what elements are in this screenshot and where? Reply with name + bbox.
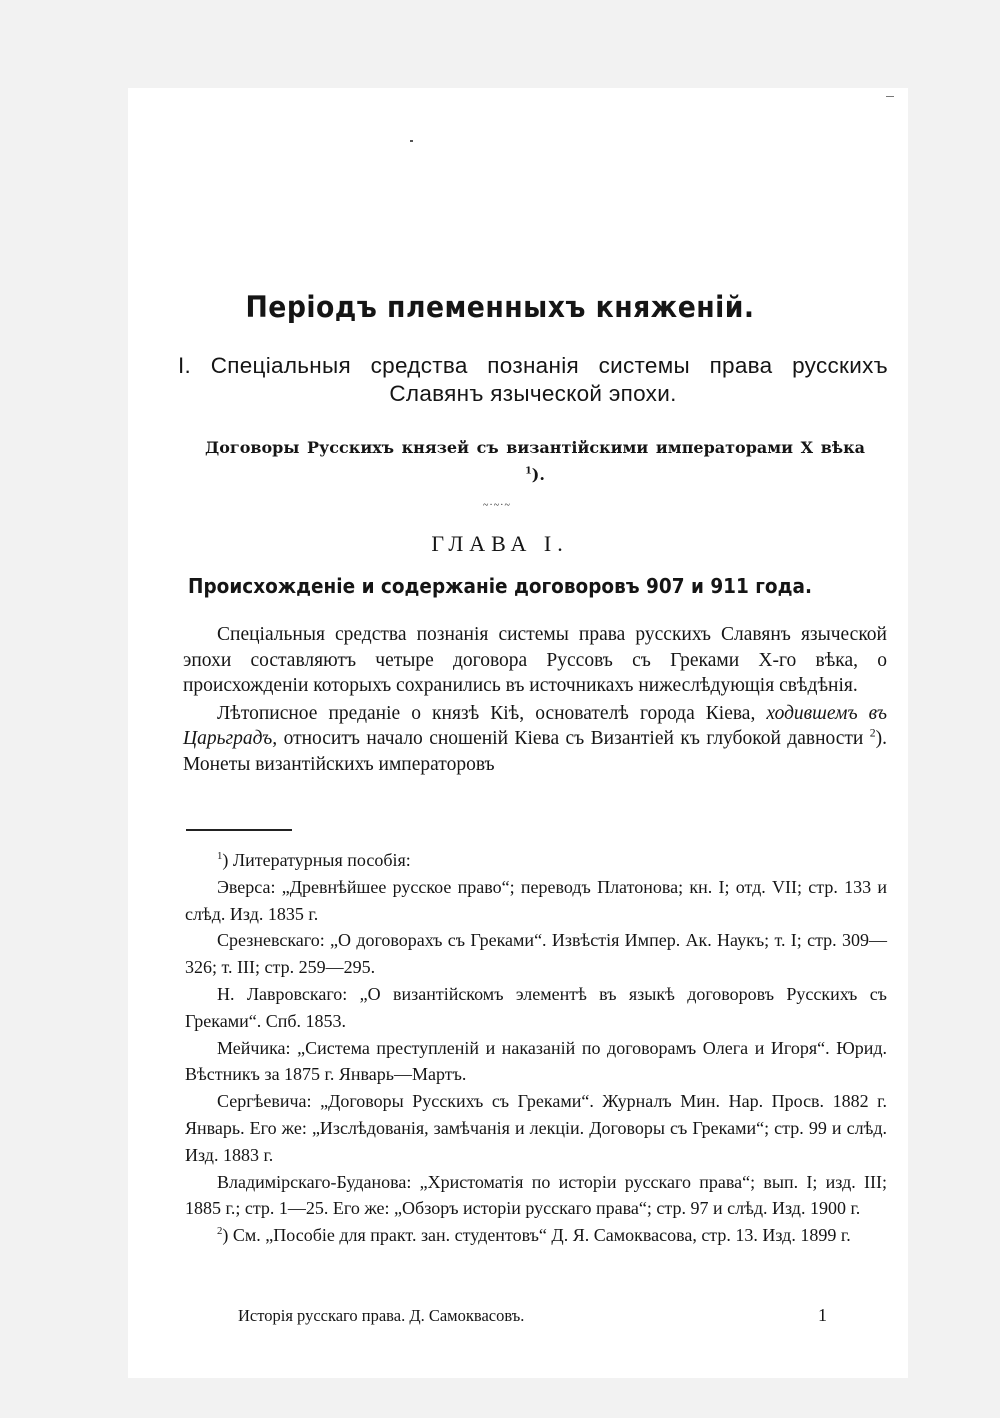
scan-speck [410,140,413,142]
treaty-heading: Договоры Русскихъ князей съ византійскими императорами X вѣка $^1$). [205,438,865,484]
footnote-2-mark: 2 [217,1225,223,1238]
section-title: Періодъ племенныхъ княженій. [245,290,755,324]
footnote-entry: Владимірскаго-Буданова: „Христоматія по исторіи русскаго права“; вып. I; изд. III; 1885 г.; стр. 1—25. Его же: „Обзоръ исторіи русскаго права“; стр. 97 и слѣд. Изд. 1900 г. [185,1171,887,1219]
paragraph-2-mid: относитъ начало сношеній Кіева съ Византіей къ глубокой давности [283,728,864,750]
page-footer: Исторія русскаго права. Д. Самоквасовъ. [238,1306,525,1325]
footnote-ref-1[interactable]: 1 [525,465,532,477]
footnote-1-title: Литературныя пособія: [232,850,411,870]
paragraph-2-start: Лѣтописное преданіе о князѣ Кіѣ, основателѣ города Кіева, [217,702,756,724]
paragraph-2-end: . Монеты византійскихъ императоровъ [183,728,888,775]
treaty-heading-text: Договоры Русскихъ князей съ византійскими императорами X вѣка [205,438,865,457]
body-text [183,622,887,778]
footnotes [185,847,887,1249]
paragraph-2: Лѣтописное преданіе о князѣ Кіѣ, основателѣ города Кіева, ходившемъ въ Царьградъ, относитъ начало сношеній Кіева съ Византіей къ глубокой давности $^2$). Монеты византійскихъ императоровъ [183,702,888,775]
subtitle: I. Спеціальныя средства познанія системы права русскихъ Славянъ языческой эпохи. [178,353,888,406]
page-number: 1 [818,1305,827,1325]
footnote-entry: Эверса: „Древнѣйшее русское право“; переводъ Платонова; кн. I; отд. VII; стр. 133 и слѣд. Изд. 1835 г. [185,876,887,924]
footnote-2-text: См. „Пособіе для практ. зан. студентовъ“ Д. Я. Самоквасова, стр. 13. Изд. 1899 г. [232,1225,851,1246]
footnote-entry: Срезневскаго: „О договорахъ съ Греками“. Извѣстія Импер. Ак. Наукъ; т. I; стр. 309—326; т. III; стр. 259—295. [185,930,887,978]
footnote-entry: Мейчика: „Система преступленій и наказаній по договорамъ Олега и Игоря“. Юрид. Вѣстникъ за 1875 г. Январь—Мартъ. [185,1037,887,1085]
chapter-heading: ГЛАВА I. [431,531,569,556]
paragraph-2-italic: ходившемъ въ Царьградъ, [183,702,887,750]
scan-corner-mark [886,96,894,97]
paragraph-1: Спеціальныя средства познанія системы права русскихъ Славянъ языческой эпохи составляютъ четыре договора Руссовъ съ Греками X-го вѣка, о происхожденіи которыхъ сохранились въ источникахъ нижеслѣдующія свѣдѣнія. [183,624,887,697]
footnote-entry: Сергѣевича: „Договоры Русскихъ съ Греками“. Журналъ Мин. Нар. Просв. 1882 г. Январь. Его же: „Изслѣдованія, замѣчанія и лекціи. Договоры съ Греками“; стр. 99 и слѣд. Изд. 1883 г. [185,1091,887,1165]
ornament-divider: ~·~·~ [483,500,511,511]
chapter-title: Происхожденіе и содержаніе договоровъ 907 и 911 года. [188,574,812,598]
footnote-entry: Н. Лавровскаго: „О византійскомъ элементѣ въ языкѣ договоровъ Русскихъ съ Греками“. Спб. 1853. [185,983,887,1031]
footnote-1-mark: 1 [217,850,223,862]
footnote-ref-2[interactable]: 2 [869,726,876,740]
footnote-2: $^2$) См. „Пособіе для практ. зан. студентовъ“ Д. Я. Самоквасова, стр. 13. Изд. 1899 г. [217,1225,851,1246]
footnote-rule [186,829,292,831]
footnote-1-head: $^1$) Литературныя пособія: [217,850,411,870]
